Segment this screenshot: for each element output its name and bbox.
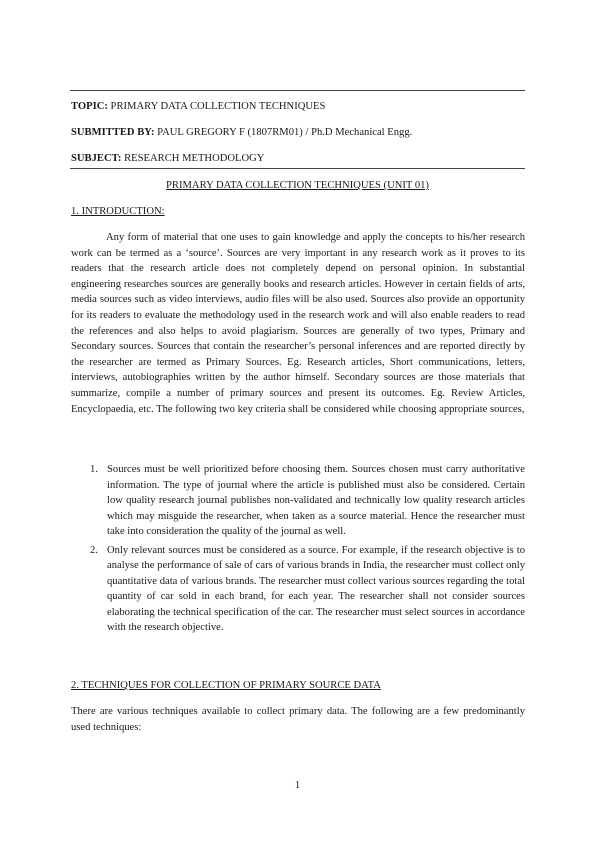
list-item <box>71 543 525 636</box>
list-item-number: 1. <box>90 464 98 475</box>
subject-value: RESEARCH METHODOLOGY <box>124 153 265 164</box>
list-item-number: 2. <box>90 544 98 556</box>
topic-value: PRIMARY DATA COLLECTION TECHNIQUES <box>110 101 326 112</box>
introduction-paragraph: Any form of material that one uses to gain knowledge and apply the concepts to his/her research work can be termed as a ‘source’. Sources are very important in any research work as it proves to its readers that the research article does not completely depend on personal opinion. In substantial engineering researches sources are generally books and research articles. However in certain fields of arts, media sources such as video interviews, audio files will be also used. Sources also provide an opportunity for its readers to evaluate the methodology used in the research work and will also enable readers to read the references and also helps to avoid plagiarism. Sources are generally of two types, Primary and Secondary sources. Sources that contain the researcher’s personal inferences and are reported directly by the researcher are termed as Primary Sources. Eg. Research articles, Short communications, letters, interviews, autobiographies written by the author himself. Secondary sources are those materials that summarize, compile a number of primary sources and present its outcomes. Eg. Review Articles, Encyclopaedia, etc. The following two key criteria shall be considered while choosing appropriate sources, <box>71 232 525 415</box>
document-title: PRIMARY DATA COLLECTION TECHNIQUES (UNIT 01) <box>166 180 429 191</box>
topic-line <box>71 100 325 113</box>
criteria-list <box>71 462 525 639</box>
subject-label: SUBJECT: <box>71 153 122 164</box>
submitted-label: SUBMITTED BY: <box>71 127 155 138</box>
techniques-paragraph: There are various techniques available to collect primary data. The following are a few predominantly used techniques: <box>71 706 525 733</box>
page-number: 1 <box>294 780 301 791</box>
section-heading-techniques: 2. TECHNIQUES FOR COLLECTION OF PRIMARY SOURCE DATA <box>71 680 381 691</box>
list-item-text: Only relevant sources must be considered as a source. For example, if the research objective is to analyse the performance of sale of cars of various brands in India, the researcher must collect only quantitative data of various brands. The researcher must collect various sources regarding the total quantity of car sold in each brand, for each year. The researcher shall not consider sources elaborating the technical specification of the car. The researcher must select sources in accordance with the research objective. <box>107 544 525 633</box>
top-rule <box>70 90 525 91</box>
section-heading-introduction: 1. INTRODUCTION: <box>71 206 165 217</box>
list-item-text: Sources must be well prioritized before choosing them. Sources chosen must carry authoritative information. The type of journal where the article is published must also be considered. Certain low quality research journal publishes non-validated and technically low quality research articles which may misguide the researcher, when taken as a source material. Hence the researcher must take into consideration the quality of the journal as well. <box>107 464 525 537</box>
submitted-line <box>71 126 412 139</box>
header-bottom-rule <box>70 168 525 169</box>
submitted-value: PAUL GREGORY F (1807RM01) / Ph.D Mechanical Engg. <box>157 127 413 138</box>
subject-line <box>71 152 264 165</box>
topic-label: TOPIC: <box>71 101 108 112</box>
list-item <box>71 462 525 540</box>
